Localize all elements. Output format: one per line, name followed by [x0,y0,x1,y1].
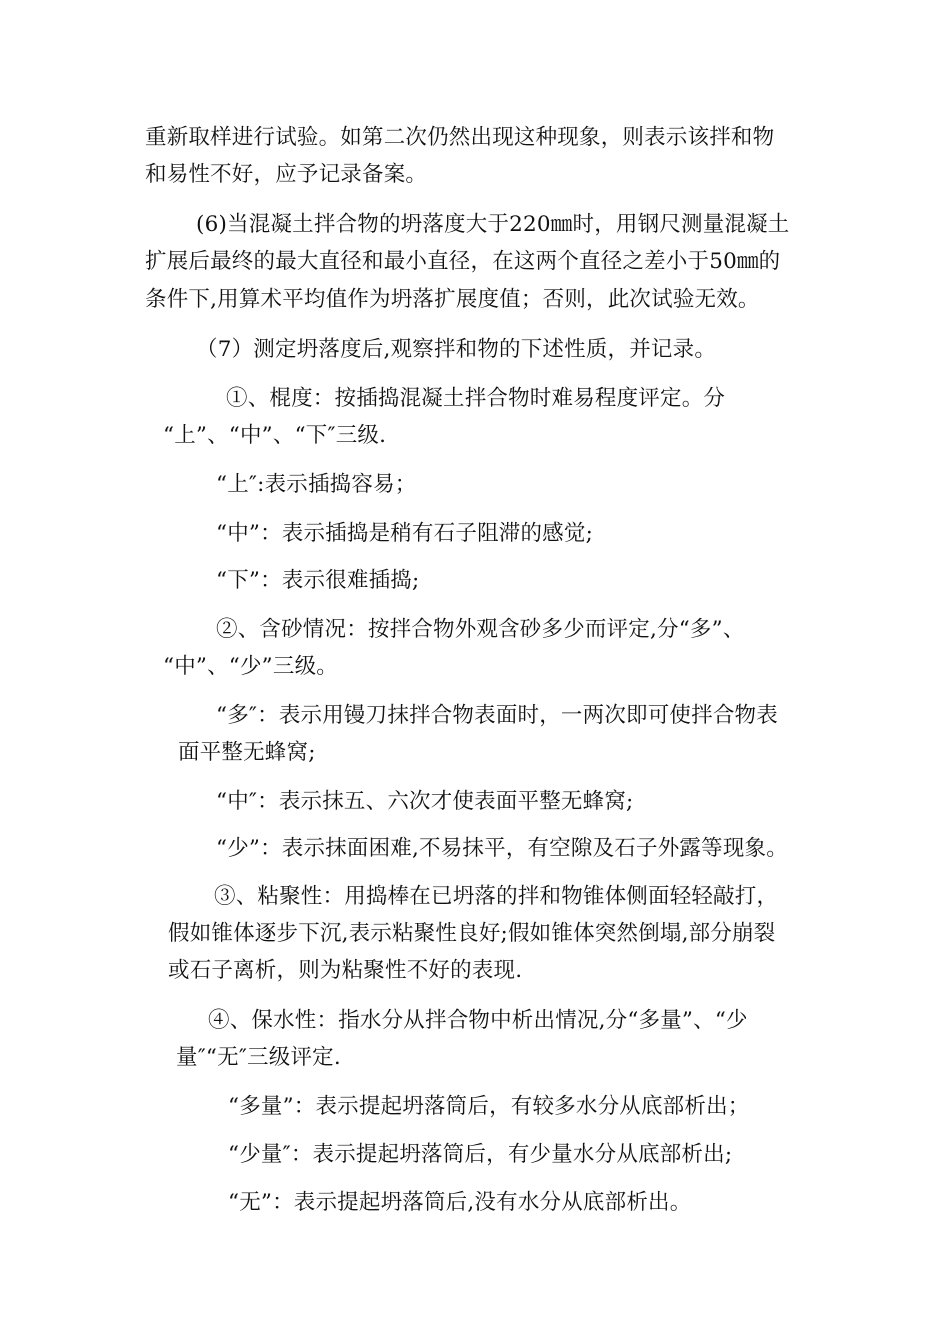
text-line: “上”、“中”、“下″三级. [163,423,387,448]
text-line: 条件下,用算术平均值作为坍落扩展度值；否则，此次试验无效。 [145,287,760,312]
text-line: “中”、“少”三级。 [163,654,338,679]
text-line: “多″：表示用镘刀抹拌合物表面时，一两次即可使拌合物表 [216,703,778,728]
text-line: （7）测定坍落度后,观察拌和物的下述性质，并记录。 [196,337,717,362]
text-line: 量″“无″三级评定. [176,1045,341,1070]
text-line: “多量”：表示提起坍落筒后，有较多水分从底部析出； [228,1094,750,1119]
text-line: “中″：表示抹五、六次才使表面平整无蜂窝; [216,789,634,814]
text-line: ①、棍度：按插捣混凝土拌合物时难易程度评定。分 [226,386,726,411]
text-line: (6)当混凝土拌合物的坍落度大于220㎜时，用钢尺测量混凝土 [196,212,790,237]
text-line: 面平整无蜂窝; [178,740,316,765]
text-line: ④、保水性：指水分从拌合物中析出情况,分“多量”、“少 [208,1008,748,1033]
text-line: 和易性不好，应予记录备案。 [145,162,428,187]
text-line: “下”：表示很难插捣; [216,568,420,593]
text-line: “少”：表示抹面困难,不易抹平，有空隙及石子外露等现象。 [216,836,788,861]
text-line: 或石子离析，则为粘聚性不好的表现. [168,958,523,983]
text-line: “无”：表示提起坍落筒后,没有水分从底部析出。 [228,1190,692,1215]
text-line: “上″:表示插捣容易； [216,472,417,497]
text-line: 重新取样进行试验。如第二次仍然出现这种现象，则表示该拌和物 [145,125,775,150]
text-line: ③、粘聚性：用捣棒在已坍落的拌和物锥体侧面轻轻敲打， [214,884,779,909]
text-line: 假如锥体逐步下沉,表示粘聚性良好;假如锥体突然倒塌,部分崩裂 [168,921,776,946]
text-line: “少量″：表示提起坍落筒后，有少量水分从底部析出; [228,1142,733,1167]
text-line: 扩展后最终的最大直径和最小直径，在这两个直径之差小于50㎜的 [145,249,781,274]
text-line: “中”：表示插捣是稍有石子阻滞的感觉; [216,521,594,546]
text-line: ②、含砂情况：按拌合物外观含砂多少而评定,分“多”、 [216,617,745,642]
